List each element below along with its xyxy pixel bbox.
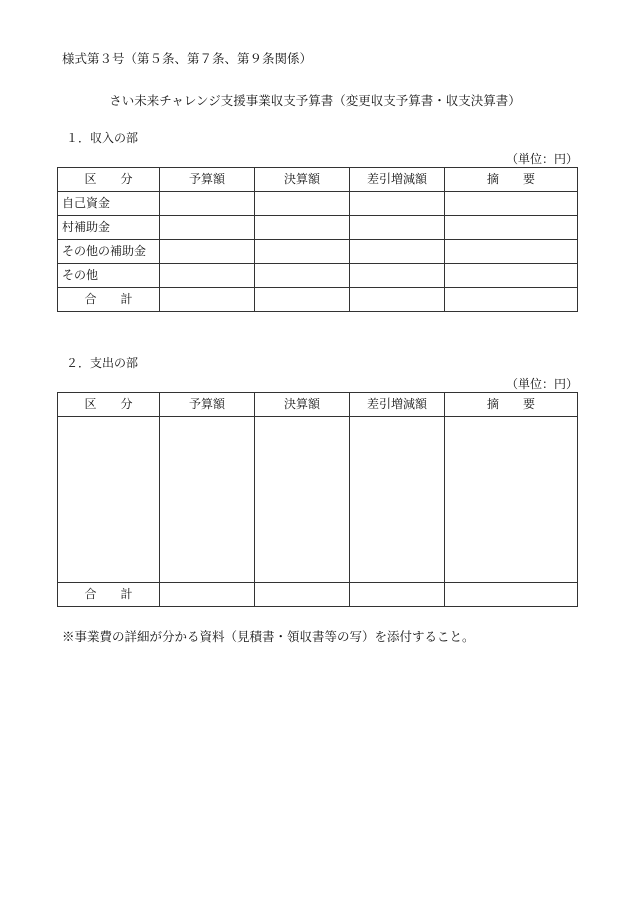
table-row [58,264,578,288]
document-title: さい未来チャレンジ支援事業収支予算書（変更収支予算書・収支決算書） [109,93,521,108]
income-header-row [58,168,578,192]
category-entry-cell[interactable] [58,417,160,583]
remarks-total-cell[interactable] [445,583,578,607]
budget-cell[interactable] [160,216,255,240]
column-header-difference: 差引増減額 [350,393,445,417]
row-label: 村補助金 [58,216,160,240]
expense-total-row [58,583,578,607]
remarks-cell[interactable] [445,192,578,216]
difference-total-cell[interactable] [350,583,445,607]
column-header-remarks: 摘 要 [445,168,578,192]
column-header-remarks: 摘 要 [445,393,578,417]
budget-total-cell[interactable] [160,288,255,312]
difference-cell[interactable] [350,264,445,288]
budget-cell[interactable] [160,240,255,264]
column-header-difference: 差引増減額 [350,168,445,192]
budget-cell[interactable] [160,264,255,288]
expense-unit-label: （単位：円） [505,377,578,391]
difference-cell[interactable] [350,192,445,216]
total-label: 合 計 [58,288,160,312]
difference-entry-cell[interactable] [350,417,445,583]
remarks-cell[interactable] [445,240,578,264]
column-header-category: 区 分 [58,168,160,192]
settlement-cell[interactable] [255,192,350,216]
table-row [58,192,578,216]
column-header-budget: 予算額 [160,393,255,417]
difference-cell[interactable] [350,216,445,240]
income-table [57,167,578,312]
remarks-total-cell[interactable] [445,288,578,312]
column-header-category: 区 分 [58,393,160,417]
form-number: 様式第３号（第５条、第７条、第９条関係） [62,51,313,66]
income-total-row [58,288,578,312]
remarks-entry-cell[interactable] [445,417,578,583]
expense-section-heading: ２．支出の部 [66,356,139,370]
column-header-budget: 予算額 [160,168,255,192]
row-label: その他の補助金 [58,240,160,264]
difference-cell[interactable] [350,240,445,264]
total-label: 合 計 [58,583,160,607]
settlement-cell[interactable] [255,240,350,264]
budget-cell[interactable] [160,192,255,216]
income-unit-label: （単位：円） [505,152,578,166]
settlement-cell[interactable] [255,216,350,240]
row-label: その他 [58,264,160,288]
remarks-cell[interactable] [445,264,578,288]
settlement-cell[interactable] [255,264,350,288]
expense-header-row [58,393,578,417]
settlement-total-cell[interactable] [255,288,350,312]
expense-entry-area [58,417,578,583]
column-header-settlement: 決算額 [255,393,350,417]
row-label: 自己資金 [58,192,160,216]
budget-total-cell[interactable] [160,583,255,607]
table-row [58,216,578,240]
difference-total-cell[interactable] [350,288,445,312]
settlement-entry-cell[interactable] [255,417,350,583]
remarks-cell[interactable] [445,216,578,240]
column-header-settlement: 決算額 [255,168,350,192]
income-section-heading: １．収入の部 [66,131,139,145]
settlement-total-cell[interactable] [255,583,350,607]
attachment-note: ※事業費の詳細が分かる資料（見積書・領収書等の写）を添付すること。 [62,629,475,644]
budget-entry-cell[interactable] [160,417,255,583]
table-row [58,240,578,264]
expense-table [57,392,578,607]
